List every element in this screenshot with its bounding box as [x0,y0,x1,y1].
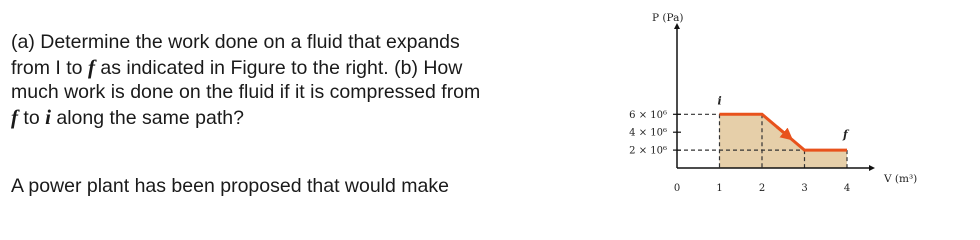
question-line-4-mid: to [18,106,46,129]
y-tick-label-3: 6 × 10⁶ [629,109,667,121]
y-axis-label: P (Pa) [652,12,684,24]
next-question-text: A power plant has been proposed that would make [11,175,449,197]
final-point-label: f [843,128,848,142]
question-line-4-post: along the same path? [50,106,244,129]
y-tick-label-2: 4 × 10⁶ [629,127,667,139]
y-tick-label-1: 2 × 10⁶ [629,145,667,157]
x-tick-label-3: 3 [801,183,808,193]
final-state-symbol-2: f [11,104,18,129]
work-area-fill [720,114,848,168]
x-tick-label-4: 4 [843,183,851,193]
x-tick-label-1: 1 [716,183,723,193]
question-line-3: much work is done on the fluid if it is compressed from [11,81,481,103]
x-axis-label: V (m³) [884,173,918,185]
x-tick-label-0: 0 [673,183,681,193]
final-state-symbol: f [87,54,95,79]
x-tick-label-2: 2 [758,183,766,193]
question-line-1: (a) Determine the work done on a fluid that expands [11,31,460,53]
initial-point-label: i [717,94,722,108]
initial-state-symbol: i [45,104,51,129]
question-line-2-post: as indicated in Figure to the right. (b) How [94,56,463,79]
question-line-2-pre: from I to [11,56,88,79]
